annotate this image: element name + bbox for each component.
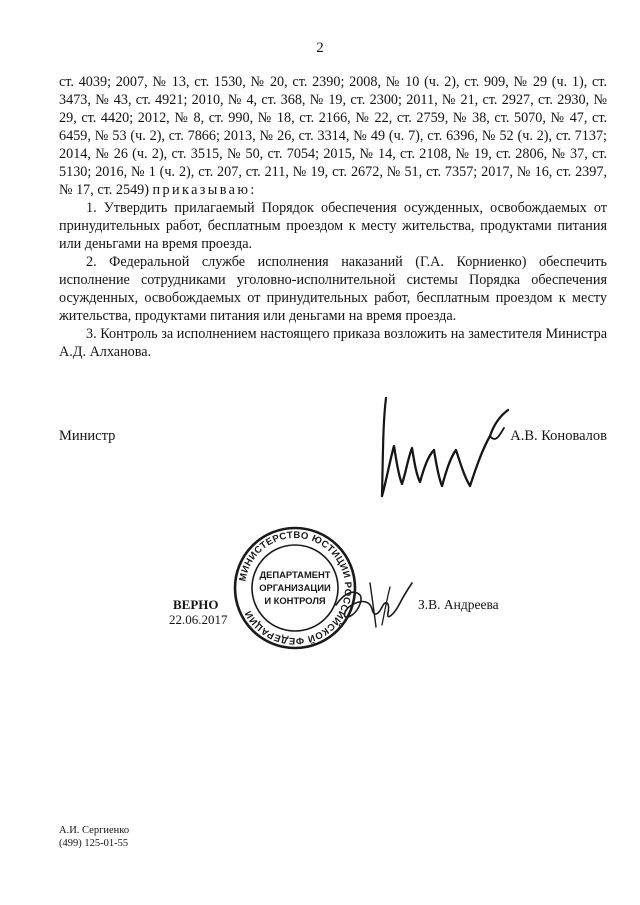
contact-name: А.И. Сергиенко [59, 825, 130, 836]
contact-block [59, 824, 129, 850]
order-item-1: 1. Утвердить прилагаемый Порядок обеспечения осужденных, освобождаемых от принудительных работ, бесплатным проездом к месту жительства, продуктами питания или деньгами на время проезда. [59, 200, 607, 252]
order-item-2: 2. Федеральной службе исполнения наказаний (Г.А. Корниенко) обеспечить исполнение сотрудниками уголовно-исполнительной системы Порядка обеспечения осужденных, освобождаемых от принудительных работ, бесплатным проездом к месту жительства, продуктами питания или деньгами на время проезда. [59, 254, 607, 324]
certifier-name: З.В. Андреева [418, 597, 499, 612]
stamp-line-3: И КОНТРОЛЯ [264, 595, 326, 606]
legal-references-paragraph [59, 73, 607, 199]
signatory-title: Министр [59, 428, 116, 444]
contact-phone: (499) 125-01-55 [59, 838, 129, 849]
signatory-name: А.В. Коновалов [510, 428, 607, 444]
page-number: 2 [316, 40, 324, 56]
certification-label: ВЕРНО [173, 597, 219, 612]
order-word: приказываю: [152, 182, 257, 198]
certifier-signature [330, 575, 416, 631]
minister-signature [372, 392, 522, 504]
stamp-line-1: ДЕПАРТАМЕНТ [259, 569, 331, 580]
stamp-line-2: ОРГАНИЗАЦИИ [259, 582, 331, 593]
certification-date: 22.06.2017 [169, 612, 228, 627]
order-body [59, 73, 607, 361]
legal-references-text: ст. 4039; 2007, № 13, ст. 1530, № 20, ст. 2390; 2008, № 10 (ч. 2), ст. 909, № 29 (ч. 1), ст. 3473, № 43, ст. 4921; 2010, № 4, ст. 368, № 19, ст. 2300; 2011, № 21, ст. 2927, ст. 2930, № 29, ст. 4420; 2012, № 8, ст. 990, № 18, ст. 2166, № 22, ст. 2759, № 38, ст. 5070, № 47, ст. 6459, № 53 (ч. 2), ст. 7866; 2013, № 26, ст. 3314, № 49 (ч. 7), ст. 6396, № 52 (ч. 2), ст. 7137; 2014, № 26 (ч. 2), ст. 3515, № 50, ст. 7054; 2015, № 14, ст. 2108, № 19, ст. 2806, № 37, ст. 5130; 2016, № 1 (ч. 2), ст. 207, ст. 211, № 19, ст. 2672, № 51, ст. 7357; 2017, № 16, ст. 2397, № 17, ст. 2549) [59, 74, 607, 198]
svg-text:МИНИСТЕРСТВО ЮСТИЦИИ РОССИЙСКО: МИНИСТЕРСТВО ЮСТИЦИИ РОССИЙСКОЙ ФЕДЕРАЦИИ [237, 529, 354, 647]
order-item-3: 3. Контроль за исполнением настоящего приказа возложить на заместителя Министра А.Д. Алханова. [59, 326, 607, 360]
